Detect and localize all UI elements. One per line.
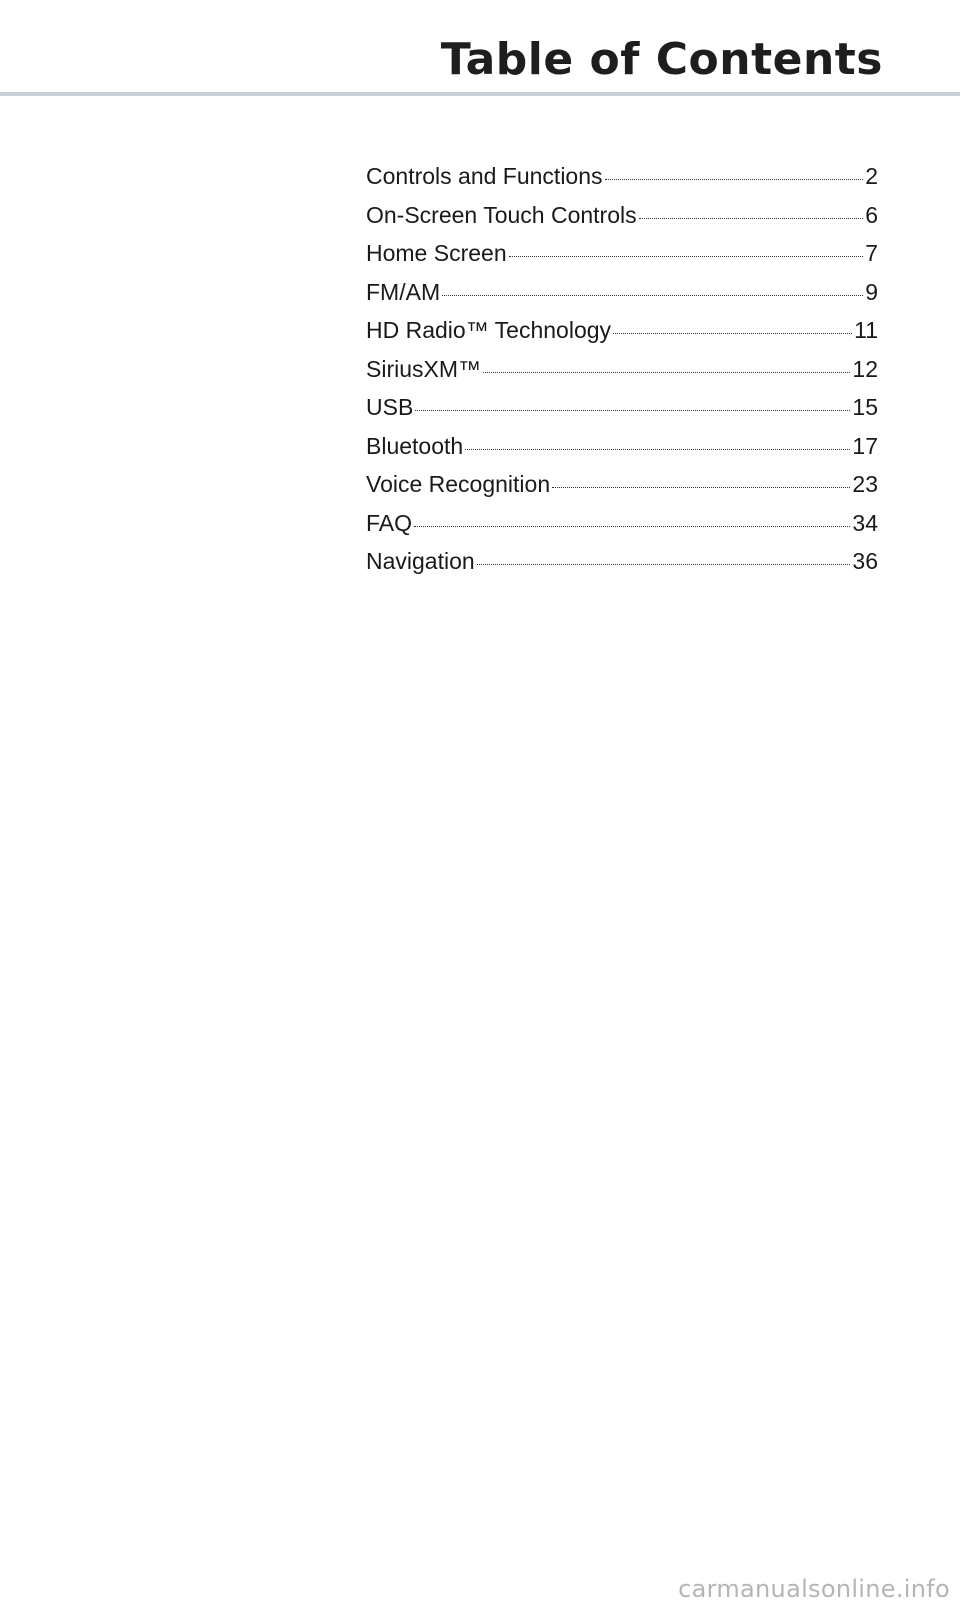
toc-entry-home-screen[interactable] xyxy=(366,240,878,279)
toc-entry-bluetooth[interactable] xyxy=(366,433,878,472)
toc-entry-usb[interactable] xyxy=(366,394,878,433)
toc-entry-title: Bluetooth xyxy=(366,432,464,459)
toc-entry-title: SiriusXM™ xyxy=(366,355,482,382)
toc-entry-title: USB xyxy=(366,394,414,420)
toc-entry-title: Voice Recognition xyxy=(366,471,551,497)
toc-entry-title: FAQ xyxy=(366,509,413,536)
toc-entry-title: HD Radio™ Technology xyxy=(366,317,612,343)
toc-entry-controls-and-functions[interactable] xyxy=(366,163,878,202)
dot-leader xyxy=(509,256,864,257)
page-header xyxy=(0,0,960,96)
table-of-contents xyxy=(366,163,878,587)
toc-entry-page: 12 xyxy=(852,355,878,382)
dot-leader xyxy=(465,449,850,450)
toc-entry-page: 2 xyxy=(865,163,878,189)
toc-entry-page: 34 xyxy=(852,509,878,536)
dot-leader xyxy=(639,218,864,219)
toc-entry-page: 15 xyxy=(852,394,878,420)
toc-entry-page: 6 xyxy=(865,201,878,228)
toc-entry-fm-am[interactable] xyxy=(366,279,878,318)
toc-entry-page: 23 xyxy=(852,471,878,497)
dot-leader xyxy=(477,564,851,565)
dot-leader xyxy=(605,179,864,180)
dot-leader xyxy=(613,333,852,334)
toc-entry-siriusxm[interactable] xyxy=(366,356,878,395)
header-divider xyxy=(0,92,960,96)
toc-entry-title: Controls and Functions xyxy=(366,163,603,189)
toc-entry-on-screen-touch-controls[interactable] xyxy=(366,202,878,241)
dot-leader xyxy=(442,295,863,296)
toc-entry-page: 9 xyxy=(865,278,878,305)
toc-entry-page: 7 xyxy=(865,240,878,266)
page-title: Table of Contents xyxy=(440,34,883,85)
toc-entry-hd-radio[interactable] xyxy=(366,317,878,356)
toc-entry-voice-recognition[interactable] xyxy=(366,471,878,510)
toc-entry-title: Navigation xyxy=(366,548,475,574)
watermark: carmanualsonline.info xyxy=(678,1575,950,1603)
toc-entry-navigation[interactable] xyxy=(366,548,878,587)
toc-entry-title: Home Screen xyxy=(366,240,507,266)
dot-leader xyxy=(483,372,850,373)
toc-entry-title: On-Screen Touch Controls xyxy=(366,201,637,228)
toc-entry-page: 11 xyxy=(854,317,878,343)
toc-entry-page: 36 xyxy=(852,548,878,574)
dot-leader xyxy=(415,410,850,411)
dot-leader xyxy=(414,526,850,527)
toc-entry-title: FM/AM xyxy=(366,278,441,305)
toc-entry-faq[interactable] xyxy=(366,510,878,549)
toc-entry-page: 17 xyxy=(852,432,878,459)
dot-leader xyxy=(552,487,850,488)
